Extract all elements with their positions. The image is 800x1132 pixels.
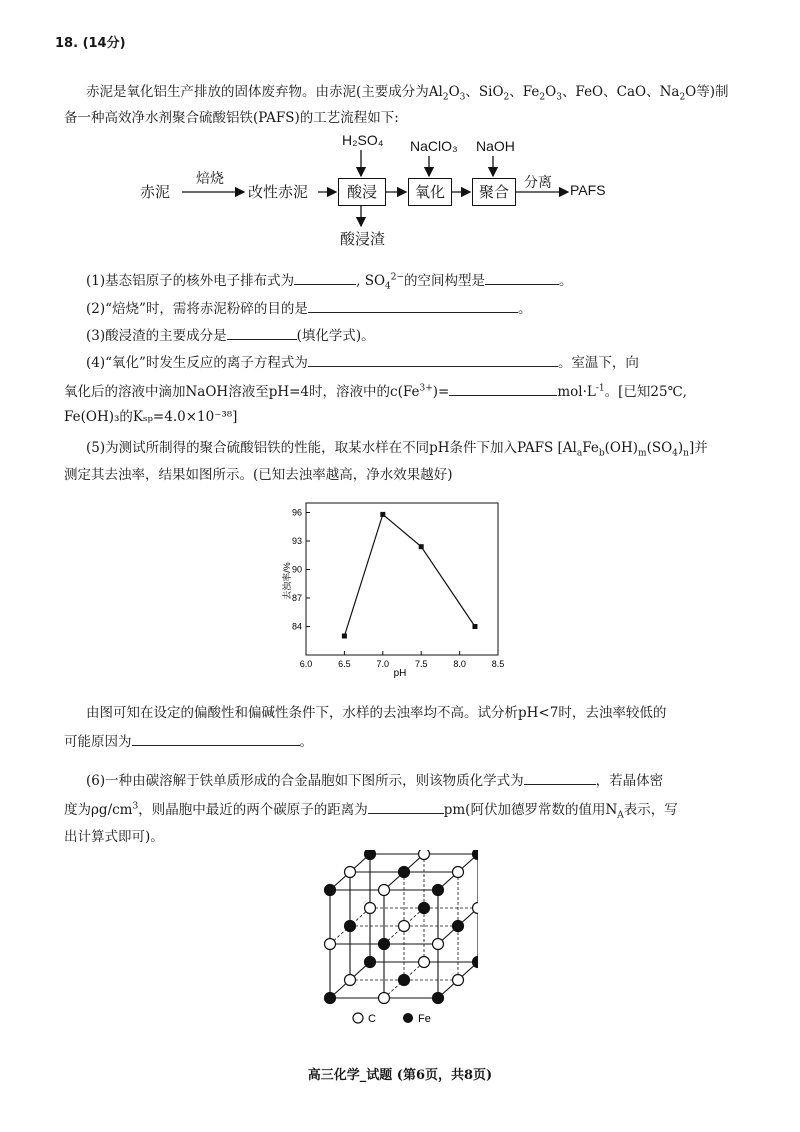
legend-carbon-marker: [353, 1013, 363, 1023]
flow-residue: 酸浸渣: [340, 230, 386, 248]
iron-atom: [325, 993, 336, 1004]
sub-question-3: (3)酸浸渣的主要成分是 (填化学式)。: [86, 325, 375, 346]
sub-question-5b-line-1: 由图可知在设定的偏酸性和偏碱性条件下，水样的去浊率均不高。试分析pH<7时，去浊率较低的: [86, 705, 667, 721]
answer-blank-1a[interactable]: [294, 270, 356, 285]
legend-carbon-label: C: [368, 1013, 376, 1025]
carbon-atom: [433, 939, 444, 950]
iron-atom: [365, 850, 376, 860]
x-tick-label: 6.5: [338, 659, 351, 669]
carbon-atom: [453, 975, 464, 986]
data-point: [419, 544, 424, 549]
x-tick-label: 6.0: [299, 659, 313, 669]
flow-start: 赤泥: [140, 183, 171, 201]
iron-atom: [325, 885, 336, 896]
turbidity-removal-chart: [278, 495, 508, 680]
iron-atom: [345, 921, 356, 932]
sub-question-5-line-1: (5)为测试所制得的聚合硫酸铝铁的性能，取某水样在不同pH条件下加入PAFS $[Al_aFe_b(OH)_m(SO_4)_n]$并: [86, 440, 708, 459]
answer-blank-3[interactable]: [227, 325, 297, 340]
x-tick-label: 7.5: [414, 659, 428, 669]
carbon-atom: [399, 921, 410, 932]
flow-box-acid-leach: 酸浸: [338, 178, 386, 206]
legend-iron-marker: [403, 1013, 413, 1023]
sub-question-6-line-3: 出计算式即可)。: [64, 829, 164, 845]
intro-line-2: 备一种高效净水剂聚合硫酸铝铁(PAFS)的工艺流程如下:: [64, 110, 399, 126]
chart-frame: [306, 503, 498, 655]
data-point: [472, 624, 477, 629]
answer-blank-4a[interactable]: [308, 352, 558, 367]
question-points: (14分): [82, 36, 126, 51]
carbon-atom: [325, 939, 336, 950]
chart-x-label: pH: [393, 668, 407, 679]
flow-reagent-naoh: NaOH: [476, 138, 515, 154]
chart-y-label: 去浊率/%: [282, 562, 292, 600]
carbon-atom: [365, 903, 376, 914]
y-tick-label: 84: [291, 621, 302, 632]
sub-question-4-line-1: (4)“氧化”时发生反应的离子方程式为 。室温下，向: [86, 352, 639, 373]
chart-svg: [278, 495, 508, 680]
intro-line-1: 赤泥是氧化铝生产排放的固体废弃物。由赤泥(主要成分为$Al_2O_3$、SiO$_2$、$Fe_2O_3$、FeO、CaO、$Na_2O$等)制: [86, 84, 729, 103]
iron-atom: [433, 885, 444, 896]
flow-box-polymerization: 聚合: [472, 178, 516, 206]
flow-reagent-h2so4: H₂SO₄: [342, 132, 384, 148]
carbon-atom: [419, 957, 430, 968]
sub-question-2: (2)“焙烧”时，需将赤泥粉碎的目的是 。: [86, 298, 531, 319]
x-tick-label: 7.0: [376, 659, 390, 669]
answer-blank-4b[interactable]: [449, 381, 557, 396]
carbon-atom: [419, 850, 430, 860]
answer-blank-5[interactable]: [132, 731, 300, 746]
y-tick-label: 90: [291, 564, 302, 575]
data-point: [342, 634, 347, 639]
carbon-atom: [473, 903, 479, 914]
carbon-atom: [345, 867, 356, 878]
iron-atom: [399, 867, 410, 878]
answer-blank-6a[interactable]: [524, 770, 596, 785]
carbon-atom: [453, 867, 464, 878]
data-point: [380, 512, 385, 517]
iron-atom: [433, 993, 444, 1004]
series-line: [344, 514, 475, 636]
crystal-svg: [318, 850, 478, 1035]
crystal-cell-figure: [318, 850, 478, 1035]
sub-question-4-line-3: Fe(OH)₃的Kₛₚ=4.0×10⁻³⁸]: [64, 409, 238, 425]
process-flow-diagram: [140, 132, 620, 250]
y-tick-label: 93: [291, 536, 302, 546]
sub-question-5-line-2: 测定其去浊率，结果如图所示。(已知去浊率越高，净水效果越好): [64, 467, 453, 483]
page-footer: 高三化学_试题 (第6页，共8页): [307, 1068, 493, 1083]
question-number: 18.: [55, 36, 79, 51]
answer-blank-2[interactable]: [308, 298, 518, 313]
iron-atom: [419, 903, 430, 914]
iron-atom: [365, 957, 376, 968]
question-header: [55, 34, 126, 54]
carbon-atom: [379, 993, 390, 1004]
crystal-atoms: [325, 850, 479, 1004]
carbon-atom: [345, 975, 356, 986]
y-tick-label: 87: [291, 593, 302, 603]
sub-question-4-line-2: 氧化后的溶液中滴加NaOH溶液至pH=4时，溶液中的$c(Fe^{3+})= mol\cdot L^{-1}$。[已知25℃,: [64, 381, 687, 402]
flow-step-roast-label: 焙烧: [196, 171, 224, 187]
y-tick-label: 96: [291, 507, 302, 518]
iron-atom: [379, 939, 390, 950]
sub-question-1: (1)基态铝原子的核外电子排布式为 , $SO_4^{2-}$的空间构型是 。: [86, 270, 573, 291]
carbon-atom: [379, 885, 390, 896]
iron-atom: [453, 921, 464, 932]
x-tick-label: 8.5: [491, 659, 505, 669]
flow-box-oxidation: 氧化: [408, 178, 452, 206]
sub-question-5b-line-2: 可能原因为 。: [64, 731, 313, 752]
sub-question-6-line-1: (6)一种由碳溶解于铁单质形成的合金晶胞如下图所示，则该物质化学式为 ，若晶体密: [86, 770, 663, 791]
flow-intermediate: 改性赤泥: [248, 183, 309, 201]
sub-question-6-line-2: 度为$\rho g/cm^3$，则晶胞中最近的两个碳原子的距离为 pm(阿伏加德罗常数的值用$N_A$表示，写: [64, 799, 678, 820]
x-tick-label: 8.0: [453, 659, 466, 669]
iron-atom: [399, 975, 410, 986]
answer-blank-6b[interactable]: [368, 799, 444, 814]
flow-separation-label: 分离: [524, 175, 552, 191]
flow-reagent-naclo3: NaClO₃: [410, 138, 458, 154]
legend-iron-label: Fe: [418, 1013, 431, 1025]
flow-product: PAFS: [570, 182, 606, 198]
answer-blank-1b[interactable]: [485, 270, 559, 285]
iron-atom: [473, 957, 479, 968]
